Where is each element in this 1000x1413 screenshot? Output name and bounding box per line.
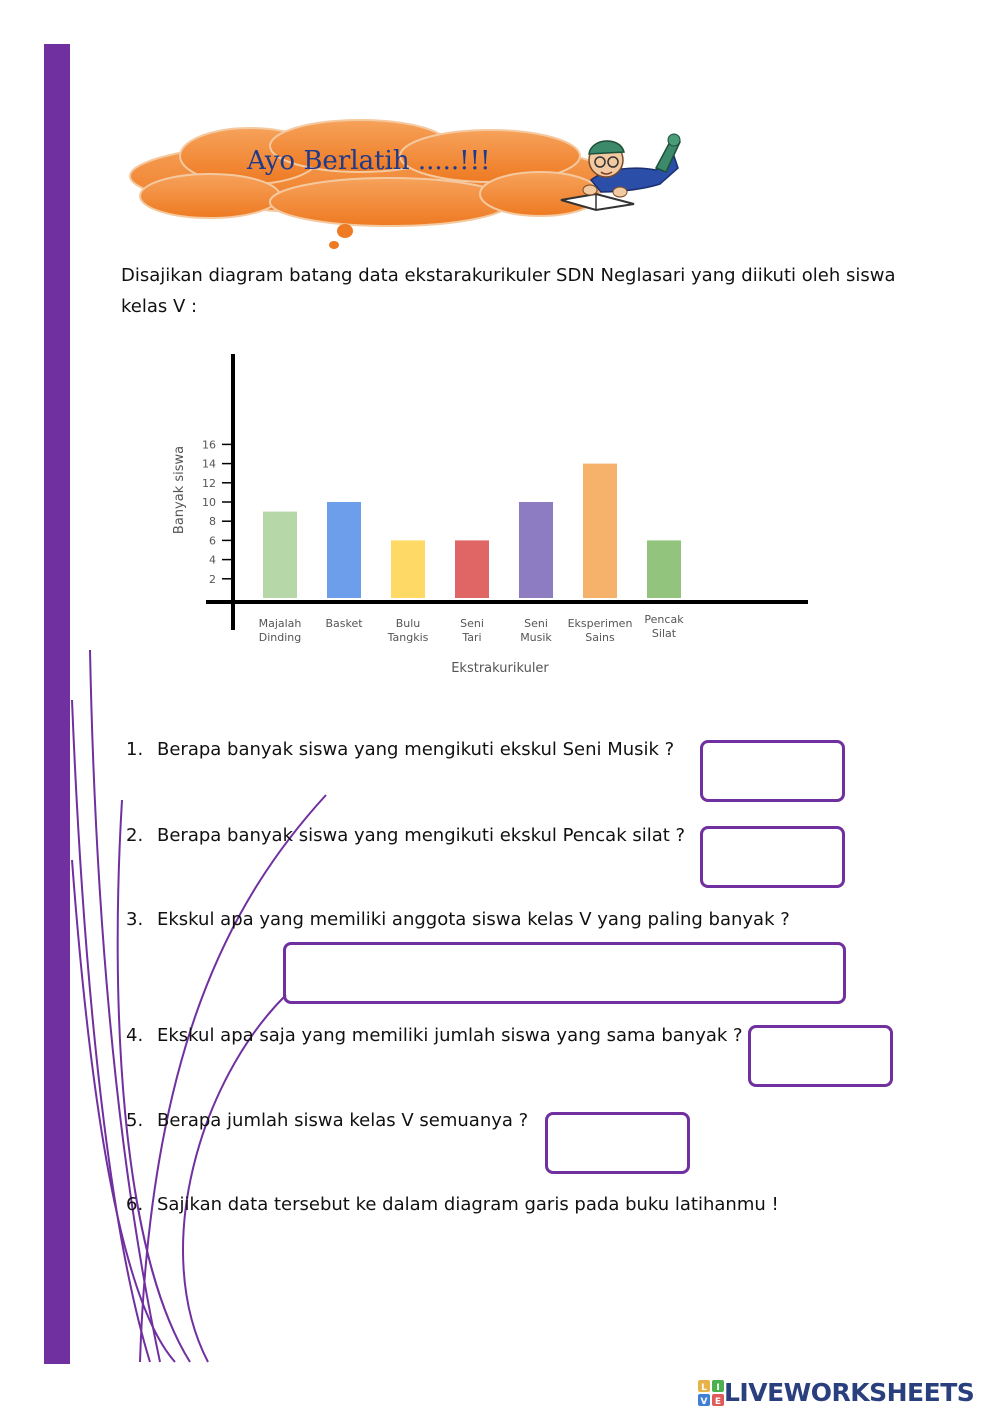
question-3 (126, 909, 790, 930)
reading-child-icon (556, 128, 681, 214)
x-axis-label: Ekstrakurikuler (451, 661, 549, 676)
x-category-label: Bulu (395, 617, 421, 630)
x-category-label: Musik (520, 631, 552, 644)
y-tick-label: 6 (209, 534, 216, 548)
question-number: 3. (126, 909, 144, 930)
cloud-banner (120, 118, 620, 258)
question-number: 5. (126, 1110, 144, 1131)
question-text: Sajikan data tersebut ke dalam diagram garis pada buku latihanmu ! (157, 1194, 779, 1215)
bar (327, 502, 361, 598)
answer-input-3[interactable] (283, 942, 846, 1004)
y-tick-label: 4 (209, 553, 216, 567)
worksheet-title: Ayo Berlatih .....!!! (247, 146, 491, 176)
y-tick-label: 12 (202, 476, 216, 490)
bar (583, 464, 617, 598)
x-category-label: Pencak (644, 613, 684, 626)
x-category-label: Tari (462, 631, 482, 644)
logo-letter: V (700, 1396, 708, 1406)
logo-letter: E (714, 1396, 722, 1406)
question-2 (126, 825, 685, 846)
liveworksheets-logo (698, 1378, 974, 1407)
x-category-label: Tangkis (387, 631, 429, 644)
bar (455, 540, 489, 598)
x-category-label: Basket (325, 617, 363, 630)
logo-letter: I (716, 1382, 720, 1393)
y-tick-label: 10 (202, 496, 216, 509)
x-category-label: Majalah (258, 617, 302, 630)
x-category-label: Dinding (258, 631, 302, 644)
x-category-label: Seni (460, 617, 484, 630)
y-tick-label: 14 (202, 457, 216, 471)
question-text: Berapa jumlah siswa kelas V semuanya ? (157, 1110, 529, 1131)
question-number: 6. (126, 1194, 144, 1215)
x-category-label: Silat (651, 627, 677, 640)
question-text: Ekskul apa saja yang memiliki jumlah siswa yang sama banyak ? (157, 1025, 743, 1046)
question-5 (126, 1110, 528, 1131)
answer-input-2[interactable] (700, 826, 845, 888)
y-tick-label: 16 (202, 438, 216, 452)
question-number: 4. (126, 1025, 144, 1046)
question-6 (126, 1194, 779, 1215)
intro-text: Disajikan diagram batang data ekstarakurikuler SDN Neglasari yang diikuti oleh siswa kelas V : (121, 265, 896, 317)
question-text: Berapa banyak siswa yang mengikuti ekskul Pencak silat ? (157, 825, 686, 846)
x-category-label: Seni (524, 617, 548, 630)
x-category-label: Sains (585, 631, 615, 644)
answer-input-4[interactable] (748, 1025, 893, 1087)
answer-input-1[interactable] (700, 740, 845, 802)
y-tick-label: 8 (209, 515, 216, 529)
bar-chart (160, 340, 820, 690)
question-text: Berapa banyak siswa yang mengikuti ekskul Seni Musik ? (157, 739, 675, 760)
question-text: Ekskul apa yang memiliki anggota siswa kelas V yang paling banyak ? (157, 909, 790, 930)
bar (263, 512, 297, 598)
question-number: 1. (126, 739, 144, 760)
bar (391, 540, 425, 598)
y-tick-label: 2 (209, 572, 216, 586)
logo-text: LIVEWORKSHEETS (724, 1378, 975, 1407)
y-axis-label: Banyak siswa (172, 445, 187, 535)
x-category-label: Eksperimen (567, 617, 633, 630)
logo-icon (698, 1380, 724, 1406)
question-number: 2. (126, 825, 144, 846)
logo-letter: L (701, 1382, 707, 1393)
bar (647, 540, 681, 598)
answer-input-5[interactable] (545, 1112, 690, 1174)
bar (519, 502, 553, 598)
question-1 (126, 739, 674, 760)
question-4 (126, 1025, 743, 1046)
